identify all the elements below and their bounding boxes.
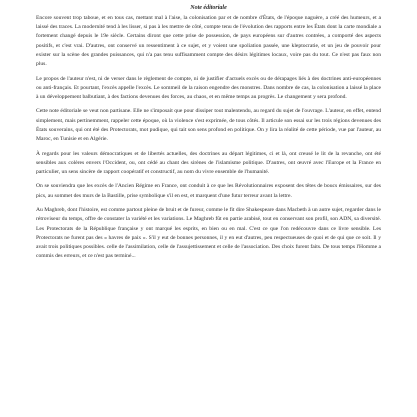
paragraph-3: Cette note éditoriale se veut non partisane. Elle ne s'imposait que pour dissiper tout malentendu, au regard du sujet de l'ouvrage. L'auteur, en effet, entend simplement, mais pertinemment, rappeler cette époque, où la violence s'est exprimée, de tous côtés. Il articule son essai sur les trois régions devenues des États souverains, qui ont été des Protectorats, mot pudique, qui tait son sens profond en politique. On y lira la réalité de cette période, vue par l'auteur, au Maroc, en Tunisie et en Algérie.: [36, 108, 381, 143]
paragraph-2: Le propos de l'auteur n'est, ni de verser dans le règlement de compte, ni de justifier d'actuels excès ou de dérapages liés à des doctrines anti-européennes ou anti-français. Et pourtant, l'excès appelle l'excès. Le sommeil de la raison engendre des monstres. Dans nombre de cas, la colonisation a laissé la place à un développement balbutiant, à des factions devenues des forces, au chaos, et en même temps au progrès. Le changement y sera profond.: [36, 75, 381, 100]
page-title: Note éditoriale: [190, 5, 227, 11]
paragraph-4: À regards pour les valeurs démocratiques et de libertés actuelles, des doctrines au départ légitimes, ci et là, ont creusé le lit de la revanche, ont été sensibles aux colères envers l'Occident, ou, ont cédé au chant des sirènes de l'islamisme politique. D'autres, ont œuvré avec l'Europe et la France en particulier, un sens sincère de rapport coopératif et constructif, au nom du vivre ensemble de l'humanité.: [36, 150, 381, 175]
paragraph-6: Au Maghreb, dont l'histoire, est comme partout pleine de bruit et de fureur, comme le fit dire Shakespeare dans Macbeth à un autre sujet, regarder dans le rétroviseur du temps, offre de constater la variété et les variations. Le Maghreb fût en partie arabisé, tout en conservant son profil, son ADN, sa diversité. Les Protectorats de la République française y ont marqué les esprits, en bien ou en mal. C'est ce que l'on redécouvre dans ce livre sensible. Les Protectorats ne furent pas des « havres de paix ». S'il y eut de bonnes personnes, il y en eut d'autres, peu respectueuses de quoi et de qui que ce soit. Il y avait trois politiques possibles. celle de l'assimilation, celle de l'assujettissement et celle de l'association. Des choix furent faits. De tous temps l'Homme a commis des erreurs, et ce n'est pas terminé...: [36, 207, 381, 260]
paragraph-5: On se souviendra que les excès de l'Ancien Régime en France, ont conduit à ce que les Révolutionnaires exposent des têtes de boucs émissaires, sur des pics, au sommet des murs de la Bastille, prise symbolique s'il en est, et marquent d'une futur terreur avant la lettre.: [36, 183, 381, 199]
paragraph-1: Encore souvent trop taboue, et en tous cas, mettant mal à l'aise, la colonisation par et de nombre d'États, de l'époque naguère, a créé des humeurs, et a laissé des traces. La modernité tend à les lisser, si pas à les mettre de côté, compte tenu de l'évolution des rapports entre les États dont la carte mondiale a fortement changé depuis le 19e siècle. Certains diront que cette prise de possession, de pays européens sur d'autres contrées, a comporté des aspects positifs, et c'est vrai. D'autres, ont conservé un ressentiment à ce sujet, et y voient une spoliation passée, une kleptocratie, et un jeu de pouvoir pour exister sur la scène des grandes puissances, qui n'a pas tenu suffisamment compte des désirs légitimes locaux, voire pas du tout. Ce n'est pas faux non plus.: [36, 15, 381, 68]
